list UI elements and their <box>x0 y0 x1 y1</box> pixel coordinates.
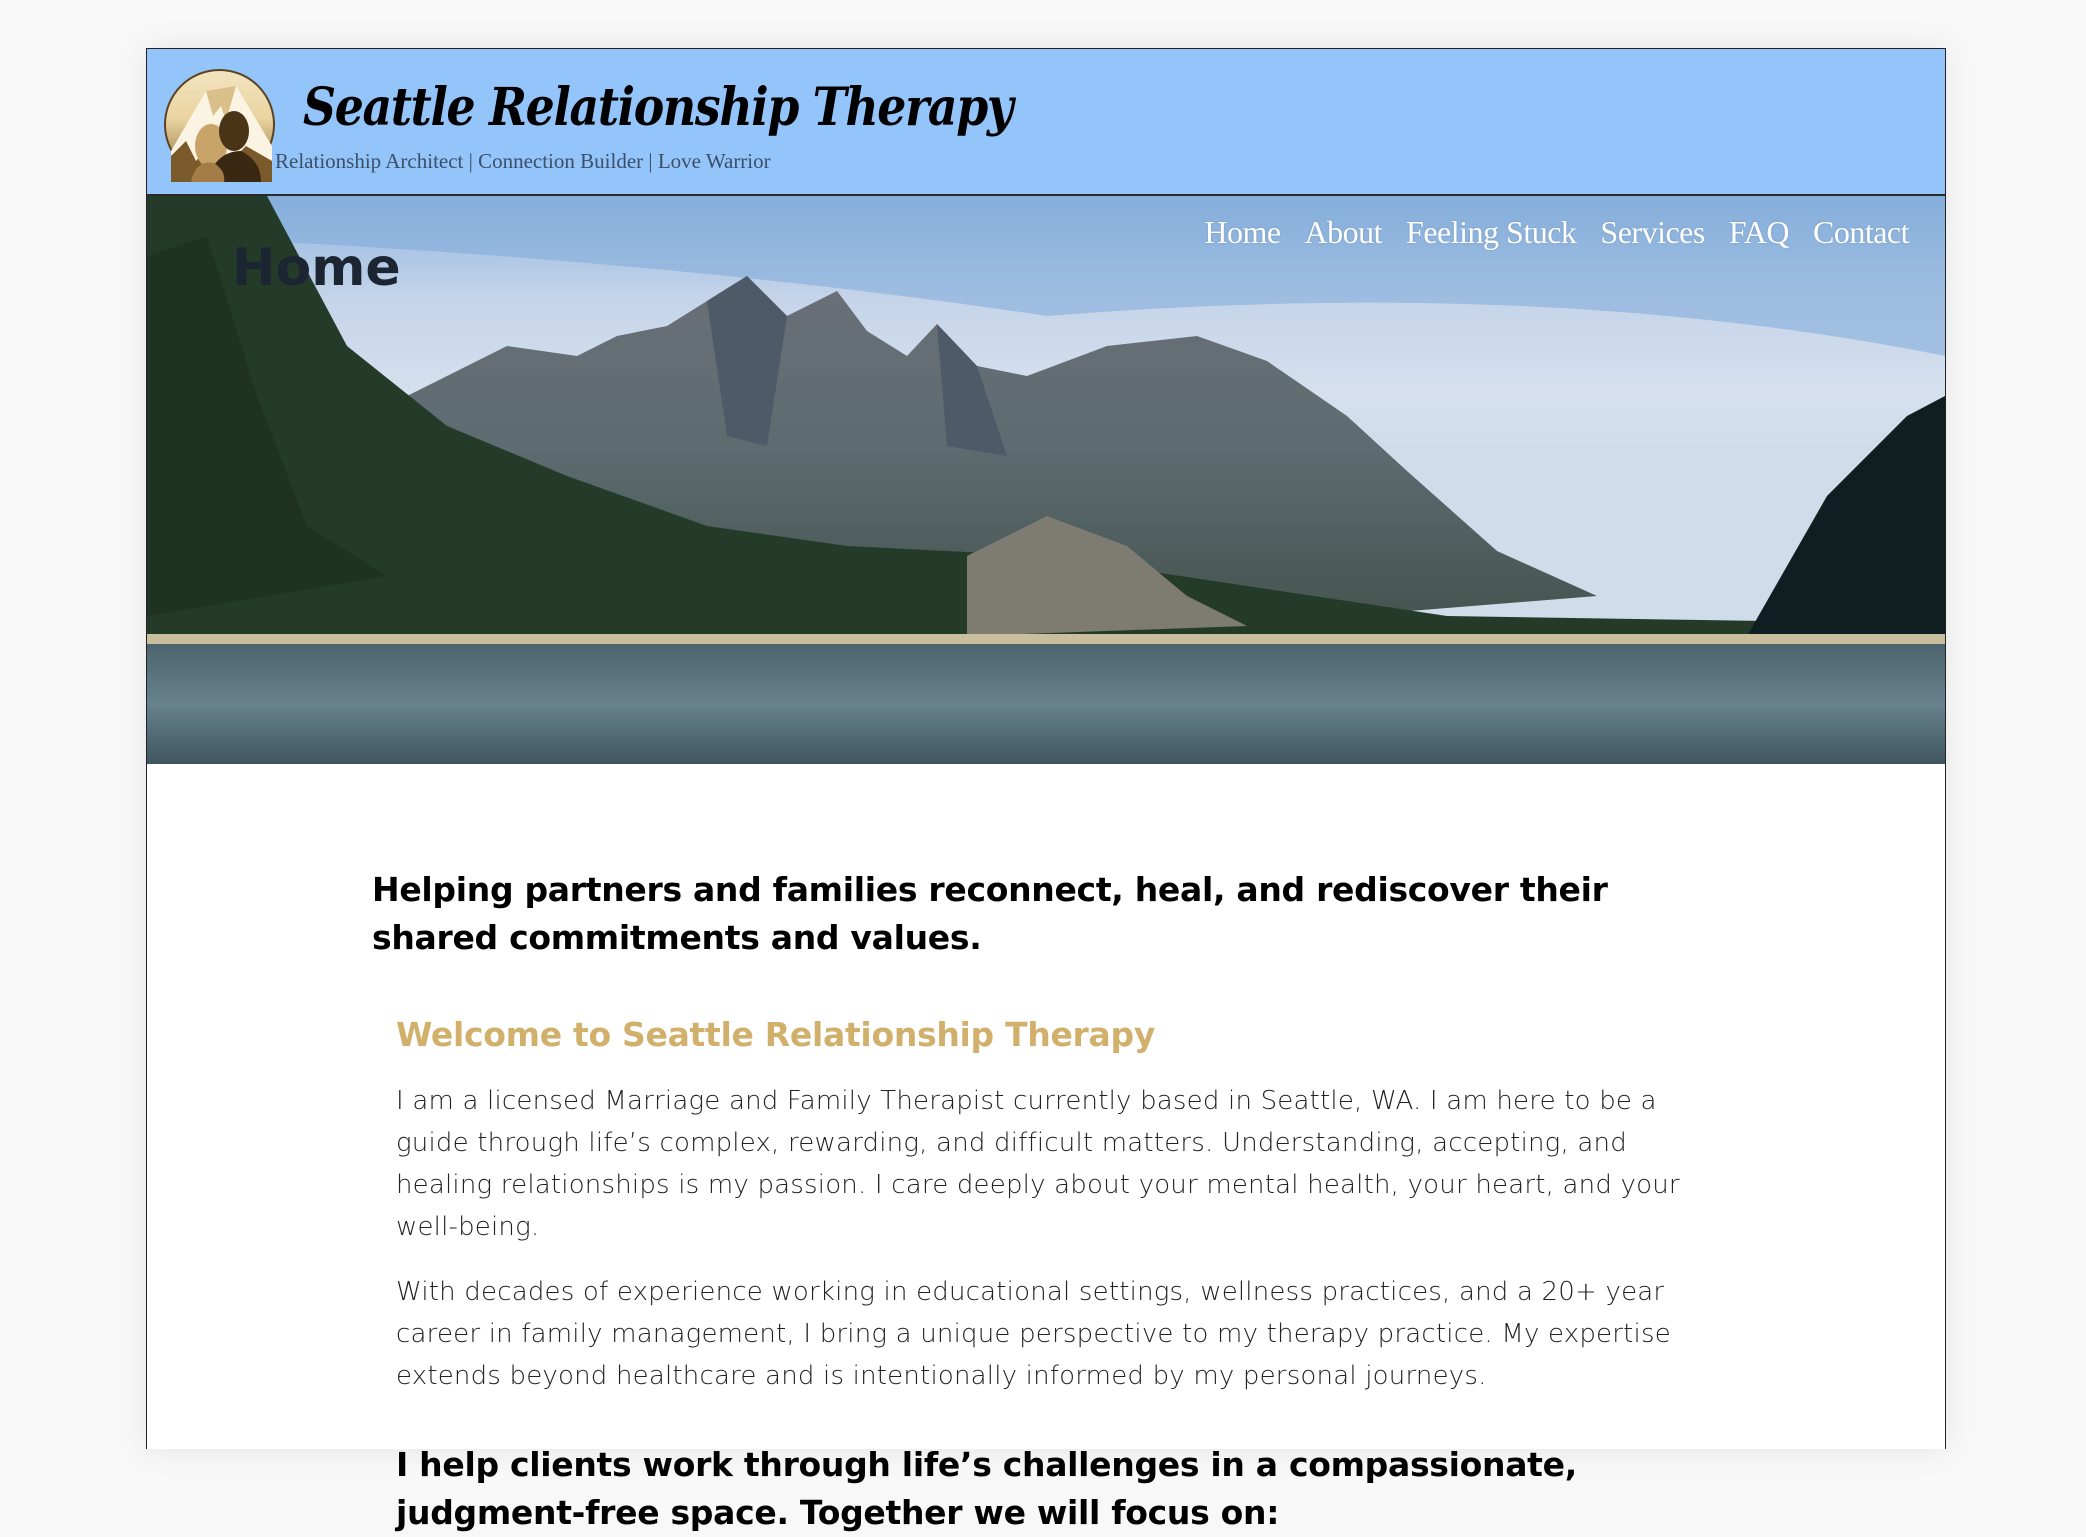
nav-feeling-stuck[interactable]: Feeling Stuck <box>1406 214 1577 250</box>
experience-paragraph: With decades of experience working in educational settings, wellness practices, and a 20+ year career in family management, I bring a unique perspective to my therapy practice. My expertise extends beyond healthcare and is intentionally informed by my personal journeys. <box>396 1277 1671 1391</box>
site-title[interactable]: Seattle Relationship Therapy <box>303 77 1013 138</box>
browser-page <box>146 48 1946 1532</box>
welcome-heading: Welcome to Seattle Relationship Therapy <box>396 1015 1156 1054</box>
site-tagline: Relationship Architect | Connection Builder | Love Warrior <box>275 149 771 173</box>
nav-contact[interactable]: Contact <box>1812 214 1909 250</box>
intro-paragraph: I am a licensed Marriage and Family Therapist currently based in Seattle, WA. I am here to be a guide through life’s complex, rewarding, and difficult matters. Understanding, accepting, and healing relationships is my passion. I care deeply about your mental health, your heart, and your well-being. <box>396 1086 1680 1242</box>
nav-about[interactable]: About <box>1304 214 1383 250</box>
site-header <box>147 49 1945 196</box>
nav-services[interactable]: Services <box>1600 214 1705 250</box>
lead-statement: Helping partners and families reconnect, heal, and rediscover their shared commitments and values. <box>372 870 1608 957</box>
nav-faq[interactable]: FAQ <box>1728 214 1789 250</box>
landscape-image <box>147 196 1945 764</box>
focus-heading: I help clients work through life’s challenges in a compassionate, judgment-free space. Together we will focus on: <box>396 1445 1577 1532</box>
logo-icon[interactable] <box>164 69 275 180</box>
main-nav <box>1204 214 1909 251</box>
welcome-section <box>396 1015 1712 1537</box>
nav-home[interactable]: Home <box>1204 214 1281 250</box>
page-title: Home <box>232 238 401 298</box>
hero-banner <box>147 196 1945 764</box>
main-content <box>372 811 1712 1537</box>
